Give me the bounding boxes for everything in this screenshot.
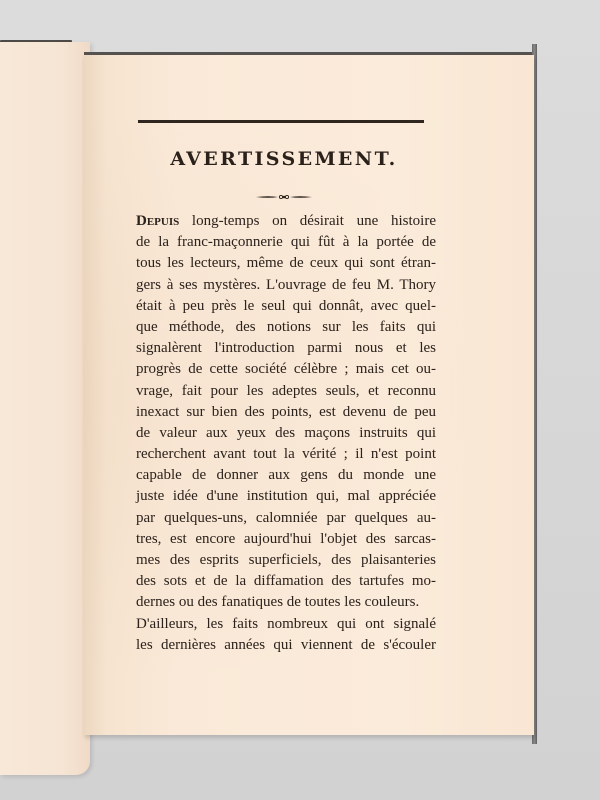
text-line: gers à ses mystères. L'ouvrage de feu M. Thory <box>136 276 436 293</box>
text-line: mes des esprits superficiels, des plaisanteries <box>136 552 436 568</box>
text-line: par quelques-uns, calomniée par quelques au- <box>136 509 436 526</box>
text-line: inexact sur bien des points, est devenu de peu <box>136 403 436 420</box>
text-line: dernes ou des fanatiques de toutes les couleurs. <box>136 594 420 611</box>
lead-word: Depuis <box>136 213 180 229</box>
text-line: Depuis long-temps on désirait une histoire <box>136 213 436 229</box>
header-rule <box>138 120 424 123</box>
text-line: D'ailleurs, les faits nombreux qui ont signalé <box>136 615 436 632</box>
text-line: que méthode, des notions sur les faits qui <box>136 318 436 335</box>
text-line: tres, est encore aujourd'hui l'objet des sarcas- <box>136 530 436 547</box>
text-line: était à peu près le seul qui donnât, avec quel- <box>136 297 436 314</box>
text-line: les dernières années qui viennent de s'écouler <box>136 636 436 653</box>
body-text <box>136 211 436 656</box>
left-page <box>0 42 90 775</box>
text-line: vrage, fait pour les adeptes seuls, et reconnu <box>136 382 436 399</box>
text-line: des sots et de la diffamation des tartufes mo- <box>136 573 436 590</box>
fleuron-rule-icon <box>254 193 314 201</box>
text-line: tous les lecteurs, même de ceux qui sont étran- <box>136 255 436 272</box>
text-line: progrès de cette société célèbre ; mais cet ou- <box>136 361 436 378</box>
right-page <box>84 55 534 735</box>
text-line: juste idée d'une institution qui, mal appréciée <box>136 488 436 505</box>
text-line: de la franc-maçonnerie qui fût à la portée de <box>136 234 436 251</box>
text-line: signalèrent l'introduction parmi nous et les <box>136 340 436 357</box>
page-title: AVERTISSEMENT. <box>170 148 398 170</box>
text-line: recherchent avant tout la vérité ; il n'est point <box>136 446 436 463</box>
text-line: capable de donner aux gens du monde une <box>136 467 436 484</box>
text-line: de valeur aux yeux des maçons instruits qui <box>136 424 436 441</box>
